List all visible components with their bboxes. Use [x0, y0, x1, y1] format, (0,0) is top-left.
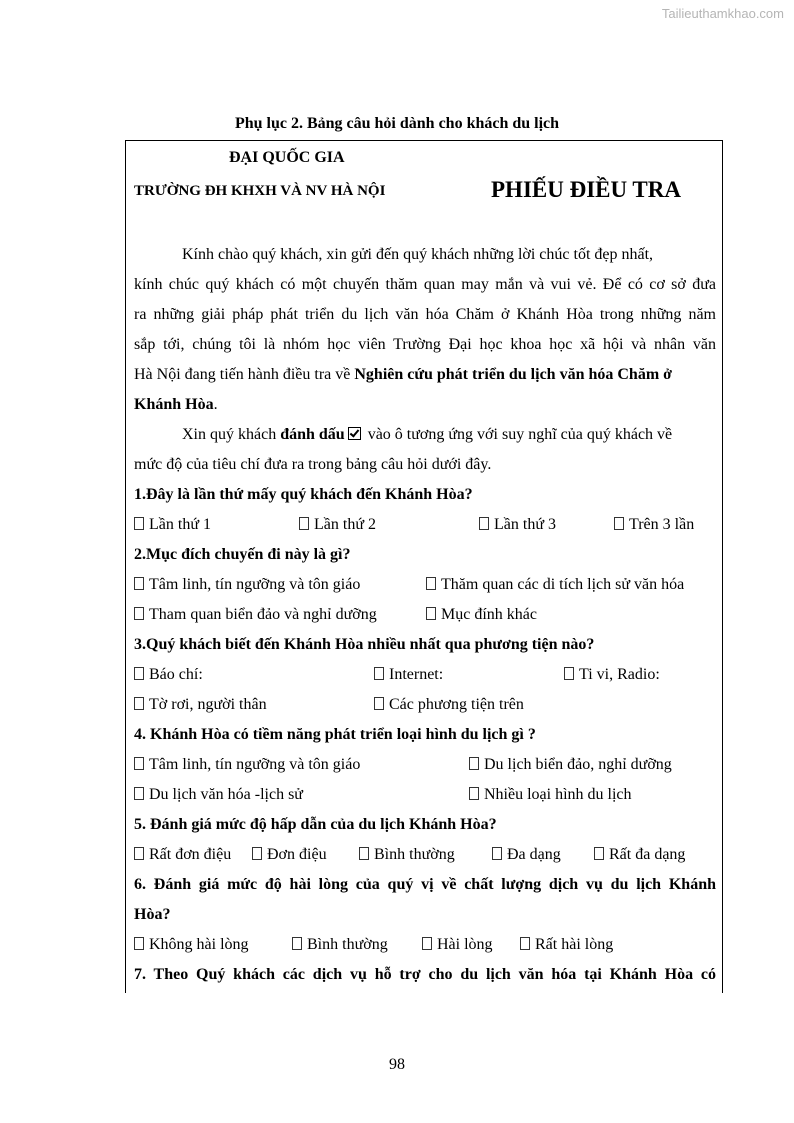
form-title: PHIẾU ĐIỀU TRA	[491, 177, 681, 202]
checkbox-icon[interactable]	[479, 517, 489, 530]
q6-option-2-label: Bình thường	[307, 936, 388, 953]
q2-option-1-label: Tâm linh, tín ngưỡng và tôn giáo	[149, 576, 361, 593]
checkbox-icon[interactable]	[292, 937, 302, 950]
checkbox-icon[interactable]	[134, 757, 144, 770]
org-line-2: TRƯỜNG ĐH KHXH VÀ NV HÀ NỘI	[134, 183, 386, 199]
q4-option-2-label: Du lịch biển đảo, nghỉ dưỡng	[484, 756, 672, 773]
checkbox-icon[interactable]	[492, 847, 502, 860]
instruction-prefix: Xin quý khách	[182, 426, 281, 443]
q4-option-4-label: Nhiều loại hình du lịch	[484, 786, 632, 803]
survey-frame	[125, 140, 723, 993]
checkbox-icon[interactable]	[134, 577, 144, 590]
q3-option-5[interactable]	[374, 695, 524, 715]
instruction-line-2: mức độ của tiêu chí đưa ra trong bảng câu hỏi dưới đây.	[134, 456, 492, 473]
checkbox-icon[interactable]	[426, 607, 436, 620]
intro-line-6	[134, 395, 716, 415]
intro-line-5-text: Hà Nội đang tiến hành điều tra về	[134, 366, 355, 383]
checkbox-icon[interactable]	[134, 787, 144, 800]
q3-option-3[interactable]	[564, 665, 660, 685]
checkbox-icon[interactable]	[134, 937, 144, 950]
checkbox-icon[interactable]	[564, 667, 574, 680]
intro-line-1: Kính chào quý khách, xin gửi đến quý khách những lời chúc tốt đẹp nhất,	[182, 246, 654, 263]
instruction-suffix: vào ô tương ứng với suy nghĩ của quý khách về	[363, 426, 673, 443]
checkbox-icon[interactable]	[426, 577, 436, 590]
q2-option-3-label: Tham quan biển đảo và nghỉ dưỡng	[149, 606, 377, 623]
q3-option-5-label: Các phương tiện trên	[389, 696, 524, 713]
checkbox-icon[interactable]	[134, 847, 144, 860]
instruction-line-1	[182, 425, 716, 445]
q3-option-2[interactable]	[374, 665, 443, 685]
checkbox-icon[interactable]	[359, 847, 369, 860]
q1-option-1[interactable]	[134, 515, 211, 535]
question-1-label: 1.Đây là lần thứ mấy quý khách đến Khánh Hòa?	[134, 486, 473, 503]
q1-option-1-label: Lần thứ 1	[149, 516, 211, 533]
q6-option-4[interactable]	[520, 935, 613, 955]
q2-option-1[interactable]	[134, 575, 360, 595]
q2-option-2[interactable]	[426, 575, 684, 595]
question-6-label-line-1: 6. Đánh giá mức độ hài lòng của quý vị về chất lượng dịch vụ du lịch Khánh	[134, 876, 716, 893]
question-3-label: 3.Quý khách biết đến Khánh Hòa nhiều nhất qua phương tiện nào?	[134, 636, 595, 653]
intro-line-2: kính chúc quý khách có một chuyến thăm quan may mắn và vui vẻ. Để có cơ sở đưa	[134, 276, 716, 293]
study-title-end: Khánh Hòa	[134, 396, 214, 413]
q3-option-4-label: Tờ rơi, người thân	[149, 696, 267, 713]
q5-option-4-label: Đa dạng	[507, 846, 561, 863]
checkbox-icon[interactable]	[252, 847, 262, 860]
q1-option-4-label: Trên 3 lần	[629, 516, 695, 533]
q5-option-5-label: Rất đa dạng	[609, 846, 686, 863]
question-7-label: 7. Theo Quý khách các dịch vụ hỗ trợ cho du lịch văn hóa tại Khánh Hòa có	[134, 966, 716, 983]
watermark: Tailieuthamkhao.com	[661, 6, 784, 21]
q6-option-3[interactable]	[422, 935, 493, 955]
org-line-1: ĐẠI QUỐC GIA	[229, 149, 345, 166]
checkbox-icon[interactable]	[374, 667, 384, 680]
q6-option-4-label: Rất hài lòng	[535, 936, 614, 953]
checkbox-icon[interactable]	[299, 517, 309, 530]
q4-option-3-label: Du lịch văn hóa -lịch sử	[149, 786, 303, 803]
q1-option-3-label: Lần thứ 3	[494, 516, 556, 533]
checkbox-icon[interactable]	[469, 787, 479, 800]
q1-option-2-label: Lần thứ 2	[314, 516, 376, 533]
checkbox-icon[interactable]	[614, 517, 624, 530]
q5-option-1-label: Rất đơn điệu	[149, 846, 232, 863]
q5-option-4[interactable]	[492, 845, 561, 865]
intro-line-5	[134, 365, 716, 385]
q4-option-4[interactable]	[469, 785, 632, 805]
q1-option-2[interactable]	[299, 515, 376, 535]
checkbox-icon[interactable]	[134, 607, 144, 620]
q2-option-2-label: Thăm quan các di tích lịch sử văn hóa	[441, 576, 685, 593]
page-number: 98	[389, 1056, 405, 1073]
intro-line-3: ra những giải pháp phát triển du lịch văn hóa Chăm ở Khánh Hòa trong những năm	[134, 306, 716, 323]
checkbox-icon[interactable]	[520, 937, 530, 950]
q6-option-1-label: Không hài lòng	[149, 936, 249, 953]
q5-option-2-label: Đơn điệu	[267, 846, 327, 863]
q4-option-1[interactable]	[134, 755, 360, 775]
q5-option-5[interactable]	[594, 845, 685, 865]
q2-option-4[interactable]	[426, 605, 537, 625]
q3-option-2-label: Internet:	[389, 666, 444, 683]
q5-option-2[interactable]	[252, 845, 327, 865]
q5-option-3-label: Bình thường	[374, 846, 455, 863]
checkbox-icon[interactable]	[422, 937, 432, 950]
q4-option-1-label: Tâm linh, tín ngưỡng và tôn giáo	[149, 756, 361, 773]
question-5-label: 5. Đánh giá mức độ hấp dẫn của du lịch Khánh Hòa?	[134, 816, 497, 833]
q3-option-1[interactable]	[134, 665, 203, 685]
q3-option-3-label: Ti vi, Radio:	[579, 666, 660, 683]
intro-period: .	[213, 396, 218, 413]
question-4-label: 4. Khánh Hòa có tiềm năng phát triển loại hình du lịch gì ?	[134, 726, 536, 743]
checkbox-icon[interactable]	[469, 757, 479, 770]
checkbox-icon[interactable]	[134, 517, 144, 530]
question-6-label-line-2: Hòa?	[134, 906, 171, 923]
study-title: Nghiên cứu phát triển du lịch văn hóa Chăm ở	[354, 366, 672, 383]
q4-option-2[interactable]	[469, 755, 672, 775]
checkbox-icon[interactable]	[594, 847, 604, 860]
q3-option-1-label: Báo chí:	[149, 666, 203, 683]
intro-line-4: sắp tới, chúng tôi là nhóm học viên Trường Đại học khoa học xã hội và nhân văn	[134, 336, 716, 353]
checkbox-icon[interactable]	[134, 667, 144, 680]
q6-option-3-label: Hài lòng	[437, 936, 493, 953]
q5-option-3[interactable]	[359, 845, 455, 865]
q1-option-3[interactable]	[479, 515, 556, 535]
q5-option-1[interactable]	[134, 845, 231, 865]
q2-option-3[interactable]	[134, 605, 377, 625]
appendix-caption: Phụ lục 2. Bảng câu hỏi dành cho khách du lịch	[234, 115, 560, 132]
q6-option-2[interactable]	[292, 935, 388, 955]
question-2-label: 2.Mục đích chuyến đi này là gì?	[134, 546, 351, 563]
q6-option-1[interactable]	[134, 935, 249, 955]
instruction-mark-word: đánh dấu	[280, 426, 345, 443]
q4-option-3[interactable]	[134, 785, 303, 805]
checked-box-icon	[348, 427, 361, 440]
q3-option-4[interactable]	[134, 695, 267, 715]
checkbox-icon[interactable]	[134, 697, 144, 710]
q1-option-4[interactable]	[614, 515, 694, 535]
checkbox-icon[interactable]	[374, 697, 384, 710]
q2-option-4-label: Mục đính khác	[441, 606, 537, 623]
